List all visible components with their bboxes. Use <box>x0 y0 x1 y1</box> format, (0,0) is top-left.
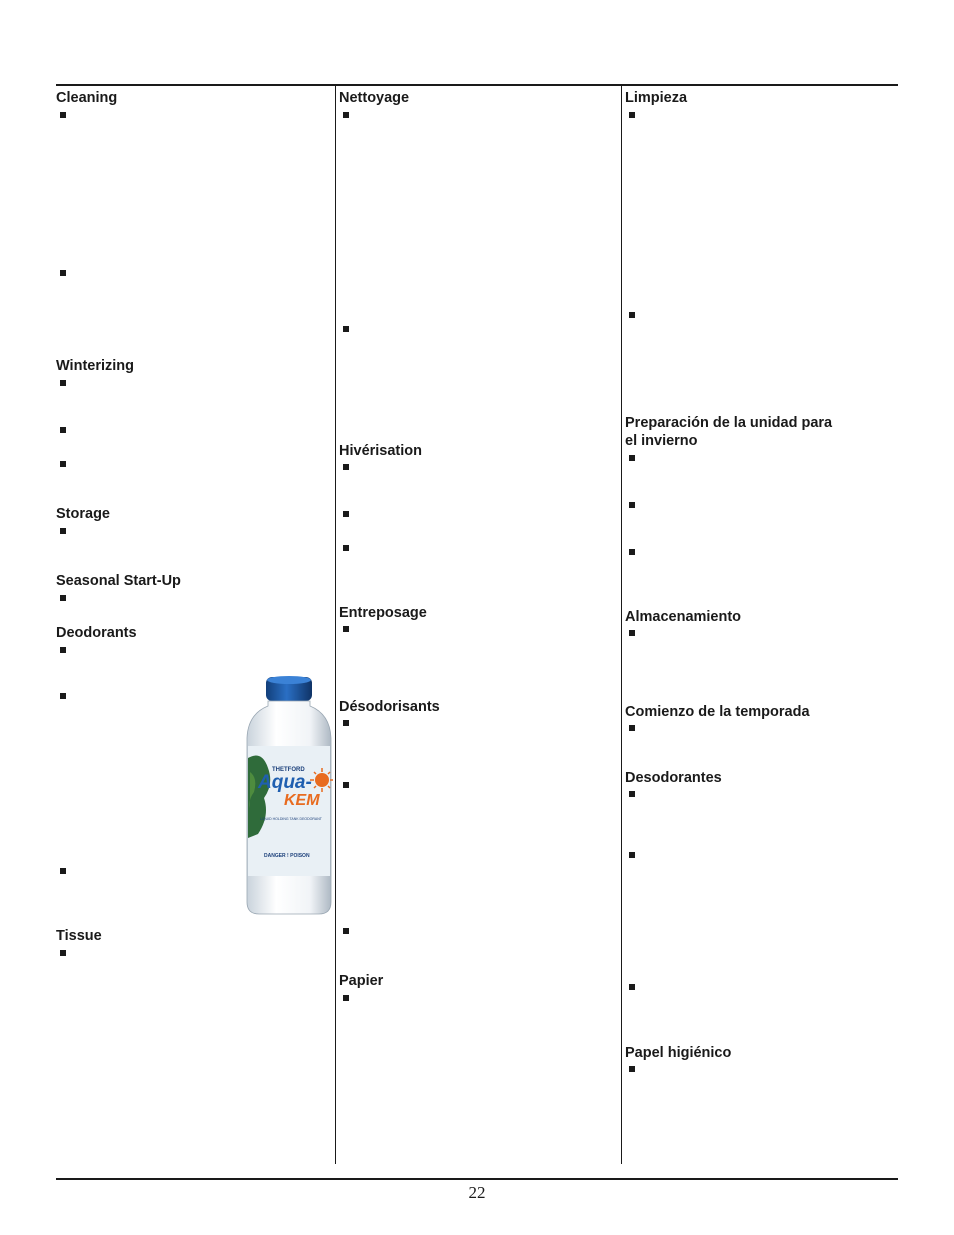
bullet-marker <box>60 868 66 874</box>
heading-preparacion-invierno-line1: Preparación de la unidad para <box>625 415 833 431</box>
top-rule <box>56 84 898 86</box>
bullet-marker <box>60 950 66 956</box>
heading-desodorisants: Désodorisants <box>339 699 440 715</box>
bullet-marker <box>343 326 349 332</box>
bottle-name-line1: Aqua- <box>258 772 312 793</box>
heading-hiverisation: Hivérisation <box>339 443 422 459</box>
heading-entreposage: Entreposage <box>339 605 427 621</box>
bullet-marker <box>60 693 66 699</box>
bottle-subtitle: LIQUID HOLDING TANK DEODORANT <box>260 817 322 821</box>
bullet-marker <box>60 647 66 653</box>
heading-comienzo-temporada: Comienzo de la temporada <box>625 704 810 720</box>
bullet-marker <box>60 528 66 534</box>
bullet-marker <box>60 595 66 601</box>
bullet-marker <box>629 1066 635 1072</box>
heading-preparacion-invierno-line2: el invierno <box>625 433 698 449</box>
bullet-marker <box>60 270 66 276</box>
bullet-marker <box>343 995 349 1001</box>
bullet-marker <box>629 502 635 508</box>
column-divider <box>621 86 622 1164</box>
bullet-marker <box>60 461 66 467</box>
heading-desodorantes: Desodorantes <box>625 770 722 786</box>
page-number: 22 <box>468 1183 486 1202</box>
heading-cleaning: Cleaning <box>56 90 118 106</box>
bullet-marker <box>343 782 349 788</box>
bullet-marker <box>629 725 635 731</box>
column-divider <box>335 86 336 1164</box>
bullet-marker <box>629 630 635 636</box>
bullet-marker <box>343 511 349 517</box>
bullet-marker <box>60 427 66 433</box>
heading-storage: Storage <box>56 506 110 522</box>
heading-limpieza: Limpieza <box>625 90 688 106</box>
bullet-marker <box>629 549 635 555</box>
bullet-marker <box>629 312 635 318</box>
heading-tissue: Tissue <box>56 928 102 944</box>
bullet-marker <box>343 112 349 118</box>
heading-winterizing: Winterizing <box>56 358 135 374</box>
heading-almacenamiento: Almacenamiento <box>625 609 742 625</box>
bullet-marker <box>629 791 635 797</box>
heading-papier: Papier <box>339 973 384 989</box>
bottle-brand-text: THETFORD <box>272 767 305 773</box>
bullet-marker <box>629 852 635 858</box>
heading-seasonal-start-up: Seasonal Start-Up <box>56 573 181 589</box>
heading-nettoyage: Nettoyage <box>339 90 410 106</box>
heading-deodorants: Deodorants <box>56 625 137 641</box>
bullet-marker <box>343 720 349 726</box>
bullet-marker <box>343 928 349 934</box>
heading-papel-higienico: Papel higiénico <box>625 1045 732 1061</box>
bottle-name-line2: KEM <box>284 792 320 809</box>
bullet-marker <box>60 380 66 386</box>
bullet-marker <box>60 112 66 118</box>
product-bottle-image <box>244 676 334 916</box>
bullet-marker <box>343 545 349 551</box>
bottle-warning: DANGER ! POISON <box>264 853 310 859</box>
bullet-marker <box>629 112 635 118</box>
bullet-marker <box>629 455 635 461</box>
bottom-rule <box>56 1178 898 1180</box>
bullet-marker <box>343 626 349 632</box>
bullet-marker <box>343 464 349 470</box>
bullet-marker <box>629 984 635 990</box>
